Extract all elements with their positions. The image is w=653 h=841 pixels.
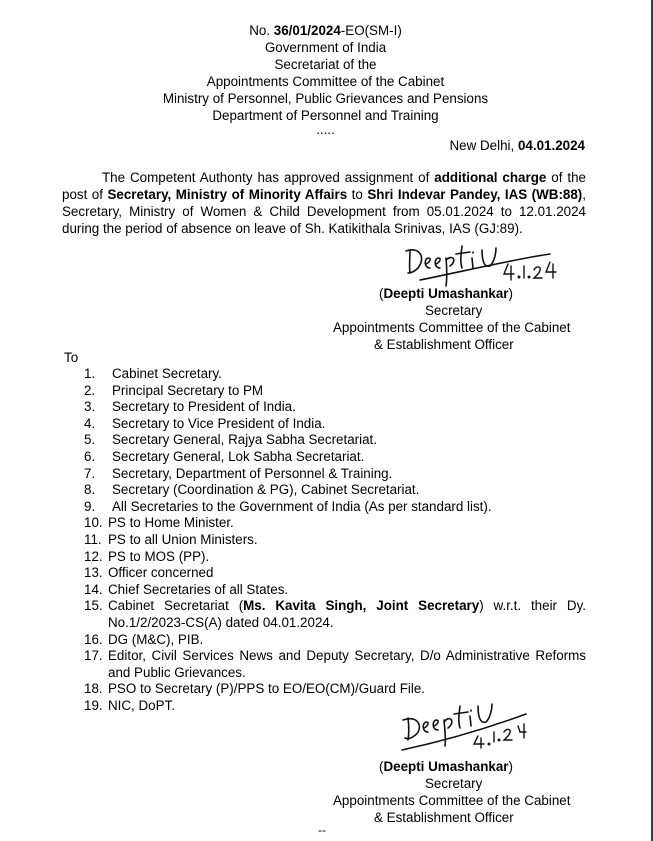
item-text: DG (M&C), PIB. — [108, 631, 204, 647]
item-number: 4. — [84, 415, 96, 431]
signatory-name-bold: Deepti Umashankar — [383, 286, 509, 301]
list-item — [84, 466, 586, 483]
paren-close: ) — [508, 759, 513, 774]
list-item — [84, 383, 586, 400]
item-text: Officer concerned — [108, 565, 214, 581]
item-text: Editor, Civil Services News and Deputy Secretary, D/o Administrative Reforms and Public Grievances. — [108, 648, 586, 680]
item-text-pre: Cabinet Secretariat ( — [108, 598, 244, 614]
handwritten-signature — [398, 692, 598, 752]
item-number: 12. — [84, 548, 103, 564]
signatory-org-line-1: Appointments Committee of the Cabinet — [333, 320, 571, 335]
body-text: , Secretary, Ministry of Women & Child Development from 05.01.2024 to 12.01.2024 during the period of absence on leave of Sh. Katikithala Srinivas, IAS (GJ:89). — [62, 187, 586, 236]
item-number: 5. — [84, 432, 96, 448]
body-text: The Competent Authonty has approved assignment of — [102, 170, 435, 185]
item-text: NIC, DoPT. — [108, 697, 175, 713]
item-text: PSO to Secretary (P)/PPS to EO/EO(CM)/Guard File. — [108, 681, 425, 697]
list-item — [84, 432, 586, 449]
item-number: 17. — [84, 648, 103, 664]
paren-open: ( — [379, 759, 384, 774]
item-number: 16. — [84, 631, 103, 647]
list-item — [84, 366, 586, 383]
item-text: Secretary General, Rajya Sabha Secretariat. — [112, 432, 377, 448]
item-number: 3. — [84, 399, 96, 415]
signatory-org-line-1: Appointments Committee of the Cabinet — [333, 793, 571, 808]
item-number: 6. — [84, 448, 96, 464]
body-bold-post: Secretary, Ministry of Minority Affairs — [107, 187, 348, 202]
letterhead — [0, 22, 651, 136]
recipients-heading: To — [64, 350, 79, 365]
item-number: 11. — [84, 531, 102, 547]
paren-open: ( — [379, 286, 384, 301]
item-number: 18. — [84, 681, 103, 697]
signatory-org-line-2: & Establishment Officer — [374, 810, 514, 825]
list-item — [84, 565, 586, 582]
place-and-date — [450, 137, 586, 154]
list-item — [84, 632, 586, 649]
list-item — [84, 449, 586, 466]
item-number: 14. — [84, 581, 103, 597]
list-item — [84, 416, 586, 433]
item-text-bold: Ms. Kavita Singh, Joint Secretary — [243, 598, 480, 614]
header-separator: ..... — [316, 122, 335, 137]
recipients-list — [84, 366, 586, 714]
body-bold-officer: Shri Indevar Pandey, IAS (WB:88) — [367, 187, 583, 202]
body-text: to — [347, 187, 368, 202]
item-text: Secretary General, Lok Sabha Secretariat. — [112, 448, 365, 464]
signatory-name — [379, 285, 513, 302]
item-text: Principal Secretary to PM — [112, 382, 264, 398]
item-text: PS to Home Minister. — [108, 515, 234, 531]
ref-prefix: No. — [249, 23, 274, 38]
ref-number-bold: 36/01/2024 — [273, 23, 341, 38]
item-text: Chief Secretaries of all States. — [108, 581, 289, 597]
signatory-designation: Secretary — [425, 776, 483, 791]
signatory-org-line-2: & Establishment Officer — [374, 337, 514, 352]
item-text: All Secretaries to the Government of India (As per standard list). — [112, 498, 492, 514]
place: New Delhi, — [449, 138, 518, 153]
handwritten-signature — [400, 240, 600, 290]
item-number: 2. — [84, 382, 96, 398]
reference-number — [0, 22, 651, 39]
header-line-secretariat: Secretariat of the — [274, 57, 377, 72]
header-line-government: Government of India — [264, 40, 387, 55]
order-paragraph — [62, 169, 586, 237]
item-text: Cabinet Secretary. — [112, 366, 222, 381]
signatory-name-bold: Deepti Umashankar — [383, 759, 509, 774]
header-line-acc: Appointments Committee of the Cabinet — [206, 74, 445, 89]
header-line-ministry: Ministry of Personnel, Public Grievances and Pensions — [162, 91, 489, 106]
ref-suffix: -EO(SM-I) — [340, 23, 402, 38]
item-text: Secretary, Department of Personnel & Training. — [112, 465, 393, 481]
list-item — [84, 648, 586, 681]
signatory-name — [379, 758, 513, 775]
list-item — [84, 598, 586, 631]
list-item — [84, 499, 586, 516]
list-item — [84, 549, 586, 566]
body-text: of the post of — [62, 170, 586, 202]
item-number: 7. — [84, 465, 96, 481]
item-text: PS to all Union Ministers. — [108, 531, 258, 547]
item-text: PS to MOS (PP). — [108, 548, 210, 564]
header-line-department: Department of Personnel and Training — [212, 108, 439, 123]
item-text: Secretary to Vice President of India. — [112, 415, 326, 431]
item-text-post: ) w.r.t. their Dy. No.1/2/2023-CS(A) dated 04.01.2024. — [108, 598, 586, 630]
item-number: 19. — [84, 697, 103, 713]
item-number: 8. — [84, 482, 96, 498]
list-item — [84, 515, 586, 532]
list-item — [84, 482, 586, 499]
item-text: Secretary to President of India. — [112, 399, 296, 415]
list-item — [84, 582, 586, 599]
signatory-designation: Secretary — [425, 303, 483, 318]
item-number: 15. — [84, 598, 103, 614]
item-number: 1. — [84, 366, 96, 381]
item-text: Secretary (Coordination & PG), Cabinet Secretariat. — [112, 482, 420, 498]
body-bold-additional-charge: additional charge — [434, 170, 547, 185]
end-of-document-marker: -- — [318, 823, 326, 837]
list-item — [84, 399, 586, 416]
item-number: 10. — [84, 515, 103, 531]
issue-date: 04.01.2024 — [517, 138, 585, 153]
item-number: 13. — [84, 565, 103, 581]
item-text — [108, 598, 586, 631]
item-number: 9. — [84, 498, 96, 514]
paren-close: ) — [508, 286, 513, 301]
list-item — [84, 532, 586, 549]
